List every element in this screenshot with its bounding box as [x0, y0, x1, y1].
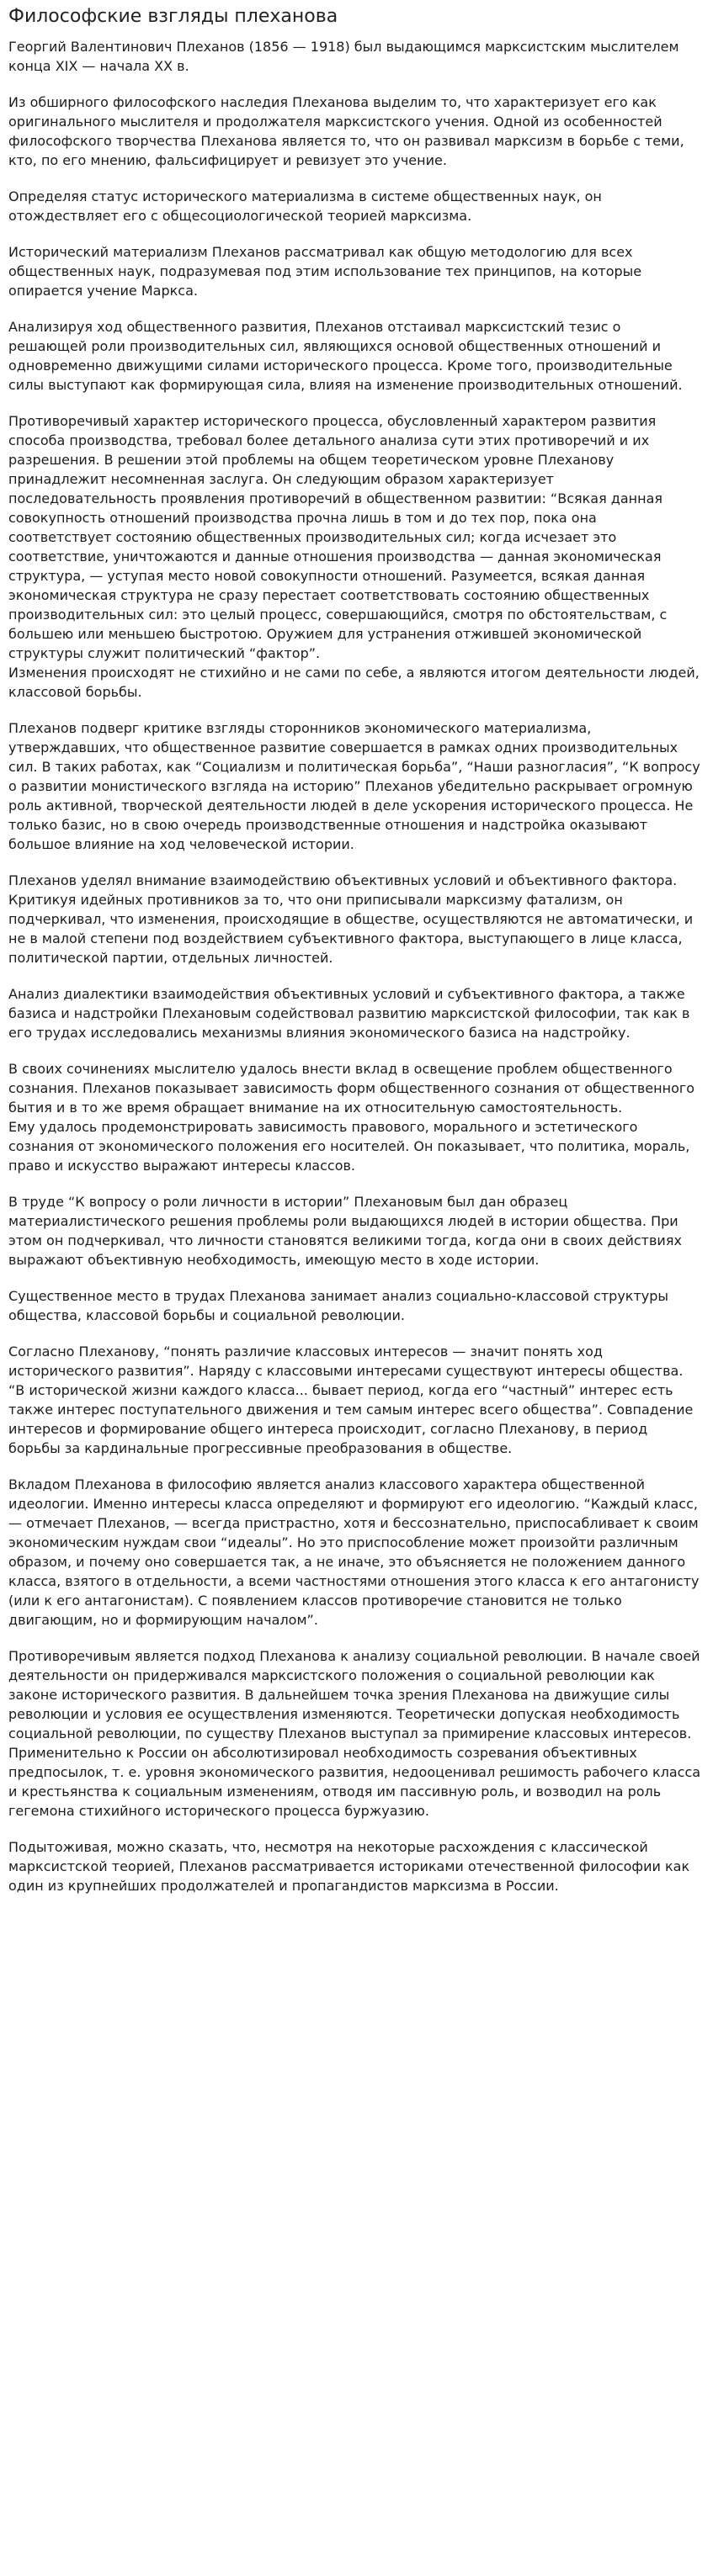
paragraph-class-structure: Существенное место в трудах Плеханова занимает анализ социально-классовой структуры общества, классовой борьбы и социальной революции. — [8, 1288, 669, 1323]
paragraph-personality: В труде “К вопросу о роли личности в истории” Плехановым был дан образец материалистического решения проблемы роли выдающихся людей в истории общества. При этом он подчеркивал, что личности становятся великими тогда, когда они в своих действиях выражают объективную необходимость, имеющую место в ходе истории. — [8, 1194, 682, 1268]
paragraph-conclusion: Подытоживая, можно сказать, что, несмотря на некоторые расхождения с классической марксистской теорией, Плеханов рассматривается историками отечественной философии как один из крупнейших продолжателей и пропагандистов марксизма в России. — [8, 1839, 690, 1894]
paragraph-productive-forces: Анализируя ход общественного развития, Плеханов отстаивал марксистский тезис о решающей роли производительных сил, являющихся основой общественных отношений и одновременно движущими силами исторического процесса. Кроме того, производительные силы выступают как формирующая сила, влияя на изменение производительных отношений. — [8, 319, 683, 393]
paragraph-economic-materialism: Плеханов подверг критике взгляды сторонников экономического материализма, утверждавших, что общественное развитие совершается в рамках одних производительных сил. В таких работах, как “Социализм и политическая борьба”, “Наши разногласия”, “К вопросу о развитии монистического взгляда на историю” Плеханов убедительно раскрывает огромную роль активной, творческой деятельности людей в деле ускорения исторического процесса. Не только базис, но в свою очередь производственные отношения и надстройка оказывают большое влияние на ход человеческой истории. — [8, 720, 700, 852]
paragraph-status: Определяя статус исторического материализма в системе общественных наук, он отождествляет его с общесоциологической теорией марксизма. — [8, 188, 602, 224]
paragraph-dialectics: Анализ диалектики взаимодействия объективных условий и субъективного фактора, а также базиса и надстройки Плехановым содействовал развитию марксистской философии, так как в его трудах исследовались механизмы влияния экономического базиса на надстройку. — [8, 986, 690, 1041]
paragraph-social-consciousness: В своих сочинениях мыслителю удалось внести вклад в освещение проблем общественного сознания. Плеханов показывает зависимость форм общественного сознания от общественного бытия и в то же время обращает внимание на их относительную самостоятельность. Ему удалось продемонстрировать зависимость правового, морального и эстетического сознания от экономического положения его носителей. Он показывает, что политика, мораль, право и искусство выражают интересы классов. — [8, 1061, 695, 1174]
paragraph-heritage: Из обширного философского наследия Плеханова выделим то, что характеризует его как оригинального мыслителя и продолжателя марксистского учения. Одной из особенностей философского творчества Плеханова является то, что он развивал марксизм в борьбе с теми, кто, по его мнению, фальсифицирует и ревизует это учение. — [8, 94, 684, 168]
paragraph-ideology: Вкладом Плеханова в философию является анализ классового характера общественной идеологии. Именно интересы класса определяют и формируют его идеологию. “Каждый класс, — отмечает Плеханов, — всегда пристрастно, хотя и бессознательно, приспосабливает к своим экономическим нуждам свои “идеалы”. Но это приспособление может произойти различным образом, и почему оно совершается так, а не иначе, это объясняется не положением данного класса, взятого в отдельности, а всеми частностями отношения этого класса к его антагонисту (или к его антагонистам). С появлением классов противоречие становится не только двигающим, но и формирующим началом”. — [8, 1476, 700, 1628]
paragraph-revolution: Противоречивым является подход Плеханова к анализу социальной революции. В начале своей деятельности он придерживался марксистского положения о социальной революции как законе исторического развития. В дальнейшем точка зрения Плеханова на движущие силы революции и условия ее осуществления изменяются. Теоретически допуская необходимость социальной революции, по существу Плеханов выступал за примирение классовых интересов. Применительно к России он абсолютизировал необходимость созревания объективных предпосылок, т. е. уровня экономического развития, недооценивал решимость рабочего класса и крестьянства к социальным изменениям, отводя им пассивную роль, и возводил на роль гегемона стихийного исторического процесса буржуазию. — [8, 1648, 701, 1819]
paragraph-intro: Георгий Валентинович Плеханов (1856 — 1918) был выдающимся марксистским мыслителем конца XIX — начала XX в. — [8, 39, 679, 74]
paragraph-contradictions: Противоречивый характер исторического процесса, обусловленный характером развития способа производства, требовал более детального анализа сути этих противоречий и их разрешения. В решении этой проблемы на общем теоретическом уровне Плеханову принадлежит несомненная заслуга. Он следующим образом характеризует последовательность проявления противоречий в общественном развитии: “Всякая данная совокупность отношений производства прочна лишь в том и до тех пор, пока она соответствует состоянию общественных производительных сил; когда исчезает это соответствие, уничтожаются и данные отношения производства — данная экономическая структура, — уступая место новой совокупности отношений. Разумеется, всякая данная экономическая структура не сразу перестает соответствовать состоянию общественных производительных сил: это целый процесс, совершающийся, смотря по обстоятельствам, с большею или меньшею быстротою. Оружием для устранения отжившей экономической структуры служит политический “фактор”. Изменения происходят не стихийно и не сами по себе, а являются итогом деятельности людей, классовой борьбы. — [8, 413, 700, 700]
paragraph-methodology: Исторический материализм Плеханов рассматривал как общую методологию для всех общественных наук, подразумевая под этим использование тех принципов, на которые опирается учение Маркса. — [8, 244, 642, 299]
paragraph-class-interests: Согласно Плеханову, “понять различие классовых интересов — значит понять ход исторического развития”. Наряду с классовыми интересами существуют интересы общества. “В исторической жизни каждого класса... бывает период, когда его “частный” интерес есть также интерес поступательного движения и тем самым интерес всего общества”. Совпадение интересов и формирование общего интереса происходит, согласно Плеханову, в период борьбы за кардинальные прогрессивные преобразования в обществе. — [8, 1344, 694, 1456]
article-title: Философские взгляды плеханова — [8, 6, 338, 27]
paragraph-subjective-factor: Плеханов уделял внимание взаимодействию объективных условий и объективного фактора. Критикуя идейных противников за то, что они приписывали марксизму фатализм, он подчеркивал, что изменения, происходящие в обществе, осуществляются не автоматически, и не в малой степени под воздействием субъективного фактора, выступающего в лице класса, политической партии, отдельных личностей. — [8, 872, 694, 966]
